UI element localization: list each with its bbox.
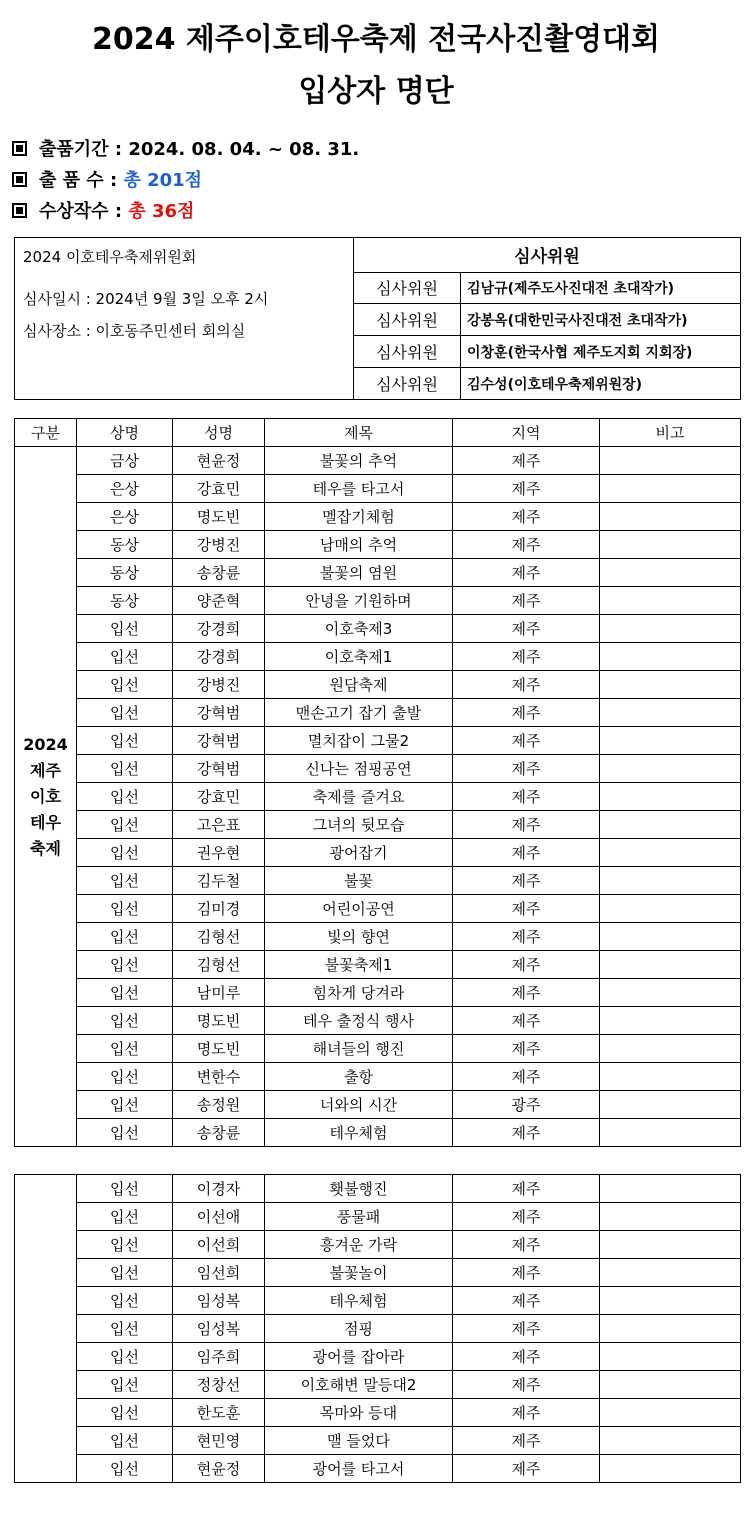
work-title-cell: 안녕을 기원하며 — [265, 587, 453, 615]
square-bullet-icon — [12, 141, 27, 156]
winner-name-cell: 강혁범 — [173, 727, 265, 755]
table-row — [15, 1287, 741, 1315]
work-title-cell: 원담축제 — [265, 671, 453, 699]
note-cell — [600, 1007, 741, 1035]
table-row — [15, 1259, 741, 1287]
work-title-cell: 목마와 등대 — [265, 1399, 453, 1427]
award-cell: 입선 — [77, 1035, 173, 1063]
category-cell — [15, 1175, 77, 1483]
note-cell — [600, 839, 741, 867]
region-cell: 제주 — [453, 559, 600, 587]
judge-role: 심사위원 — [354, 304, 461, 336]
award-cell: 동상 — [77, 531, 173, 559]
work-title-cell: 횃불행진 — [265, 1175, 453, 1203]
note-cell — [600, 1119, 741, 1147]
table-row — [15, 643, 741, 671]
note-cell — [600, 1203, 741, 1231]
table-row — [15, 783, 741, 811]
winner-name-cell: 한도훈 — [173, 1399, 265, 1427]
region-cell: 제주 — [453, 1315, 600, 1343]
award-cell: 입선 — [77, 1007, 173, 1035]
work-title-cell: 신나는 점핑공연 — [265, 755, 453, 783]
winner-name-cell: 김미경 — [173, 895, 265, 923]
table-row — [15, 1399, 741, 1427]
work-title-cell: 불꽃 — [265, 867, 453, 895]
winner-name-cell: 송창륜 — [173, 1119, 265, 1147]
award-cell: 입선 — [77, 1315, 173, 1343]
work-title-cell: 광어를 잡아라 — [265, 1343, 453, 1371]
note-cell — [600, 1287, 741, 1315]
work-title-cell: 해녀들의 행진 — [265, 1035, 453, 1063]
work-title-cell: 불꽃축제1 — [265, 951, 453, 979]
judge-role: 심사위원 — [354, 336, 461, 368]
table-row — [15, 1007, 741, 1035]
award-cell: 입선 — [77, 923, 173, 951]
table-row — [15, 895, 741, 923]
note-cell — [600, 1259, 741, 1287]
region-cell: 제주 — [453, 1399, 600, 1427]
region-cell: 제주 — [453, 699, 600, 727]
work-title-cell: 불꽃의 염원 — [265, 559, 453, 587]
note-cell — [600, 979, 741, 1007]
region-cell: 제주 — [453, 979, 600, 1007]
note-cell — [600, 923, 741, 951]
category-line: 제주 — [30, 760, 61, 780]
award-cell: 입선 — [77, 811, 173, 839]
table-row — [15, 699, 741, 727]
period-value: 2024. 08. 04. ~ 08. 31. — [128, 139, 360, 160]
table-row — [15, 727, 741, 755]
note-cell — [600, 1427, 741, 1455]
award-cell: 은상 — [77, 475, 173, 503]
work-title-cell: 점핑 — [265, 1315, 453, 1343]
info-awards — [12, 201, 194, 223]
region-cell: 제주 — [453, 923, 600, 951]
award-cell: 입선 — [77, 1399, 173, 1427]
winner-name-cell: 강경희 — [173, 643, 265, 671]
winner-name-cell: 강병진 — [173, 671, 265, 699]
table-row — [15, 559, 741, 587]
award-cell: 입선 — [77, 755, 173, 783]
category-line: 이호 — [30, 786, 61, 806]
work-title-cell: 흥겨운 가락 — [265, 1231, 453, 1259]
table-row — [15, 1203, 741, 1231]
winner-name-cell: 명도빈 — [173, 503, 265, 531]
header-title: 제목 — [265, 419, 453, 447]
region-cell: 제주 — [453, 1427, 600, 1455]
award-cell: 금상 — [77, 447, 173, 475]
award-cell: 입선 — [77, 1343, 173, 1371]
winner-name-cell: 명도빈 — [173, 1007, 265, 1035]
award-cell: 입선 — [77, 1091, 173, 1119]
table-row — [15, 447, 741, 475]
note-cell — [600, 1455, 741, 1483]
note-cell — [600, 727, 741, 755]
winner-name-cell: 김형선 — [173, 951, 265, 979]
award-cell: 입선 — [77, 1259, 173, 1287]
note-cell — [600, 1343, 741, 1371]
table-row — [15, 867, 741, 895]
region-cell: 제주 — [453, 503, 600, 531]
region-cell: 제주 — [453, 1203, 600, 1231]
winner-name-cell: 이선희 — [173, 1231, 265, 1259]
work-title-cell: 테우 출정식 행사 — [265, 1007, 453, 1035]
region-cell: 제주 — [453, 811, 600, 839]
header-name: 성명 — [173, 419, 265, 447]
awards-table — [14, 418, 741, 1147]
winner-name-cell: 현윤정 — [173, 1455, 265, 1483]
award-cell: 입선 — [77, 867, 173, 895]
category-line: 테우 — [30, 812, 61, 832]
region-cell: 제주 — [453, 1287, 600, 1315]
table-row — [15, 531, 741, 559]
work-title-cell: 남매의 추억 — [265, 531, 453, 559]
judge-name: 김남규(제주도사진대전 초대작가) — [461, 272, 741, 304]
header-note: 비고 — [600, 419, 741, 447]
region-cell: 제주 — [453, 475, 600, 503]
region-cell: 제주 — [453, 867, 600, 895]
award-cell: 동상 — [77, 587, 173, 615]
award-cell: 입선 — [77, 1175, 173, 1203]
table-row — [15, 923, 741, 951]
work-title-cell: 멜잡기체험 — [265, 503, 453, 531]
winner-name-cell: 명도빈 — [173, 1035, 265, 1063]
winner-name-cell: 강효민 — [173, 475, 265, 503]
work-title-cell: 광어잡기 — [265, 839, 453, 867]
note-cell — [600, 615, 741, 643]
square-bullet-icon — [12, 172, 27, 187]
table-row — [15, 475, 741, 503]
awards-table-continued — [14, 1174, 741, 1483]
table-row — [15, 1063, 741, 1091]
region-cell: 제주 — [453, 643, 600, 671]
note-cell — [600, 1175, 741, 1203]
region-cell: 제주 — [453, 587, 600, 615]
document-subtitle: 입상자 명단 — [298, 74, 454, 109]
period-label: 출품기간 : — [39, 139, 123, 160]
table-row — [15, 1371, 741, 1399]
table-row — [15, 1455, 741, 1483]
work-title-cell: 맬 들었다 — [265, 1427, 453, 1455]
note-cell — [600, 503, 741, 531]
award-cell: 입선 — [77, 727, 173, 755]
region-cell: 제주 — [453, 783, 600, 811]
winner-name-cell: 강병진 — [173, 531, 265, 559]
work-title-cell: 이호축제3 — [265, 615, 453, 643]
winner-name-cell: 강효민 — [173, 783, 265, 811]
winner-name-cell: 이선애 — [173, 1203, 265, 1231]
note-cell — [600, 951, 741, 979]
note-cell — [600, 475, 741, 503]
document-title: 2024 제주이호테우축제 전국사진촬영대회 — [91, 22, 661, 57]
table-row — [15, 1427, 741, 1455]
award-cell: 입선 — [77, 1231, 173, 1259]
category-cell — [15, 447, 77, 1147]
work-title-cell: 이호축제1 — [265, 643, 453, 671]
work-title-cell: 맨손고기 잡기 출발 — [265, 699, 453, 727]
entries-label: 출 품 수 : — [39, 170, 118, 191]
square-bullet-icon — [12, 203, 27, 218]
region-cell: 제주 — [453, 531, 600, 559]
note-cell — [600, 1371, 741, 1399]
table-row — [15, 1343, 741, 1371]
note-cell — [600, 531, 741, 559]
table-row — [15, 503, 741, 531]
note-cell — [600, 1231, 741, 1259]
committee-info — [15, 238, 354, 400]
award-cell: 입선 — [77, 895, 173, 923]
judge-role: 심사위원 — [354, 368, 461, 400]
region-cell: 제주 — [453, 895, 600, 923]
note-cell — [600, 559, 741, 587]
judging-place: 심사장소 : 이호동주민센터 회의실 — [23, 322, 246, 340]
note-cell — [600, 895, 741, 923]
award-cell: 입선 — [77, 615, 173, 643]
judges-header: 심사위원 — [354, 238, 741, 273]
work-title-cell: 힘차게 당겨라 — [265, 979, 453, 1007]
table-row — [15, 839, 741, 867]
region-cell: 제주 — [453, 447, 600, 475]
note-cell — [600, 699, 741, 727]
region-cell: 제주 — [453, 1063, 600, 1091]
region-cell: 제주 — [453, 1259, 600, 1287]
awards-label: 수상작수 : — [39, 201, 123, 222]
region-cell: 제주 — [453, 1455, 600, 1483]
region-cell: 제주 — [453, 1035, 600, 1063]
winner-name-cell: 임선희 — [173, 1259, 265, 1287]
region-cell: 제주 — [453, 615, 600, 643]
note-cell — [600, 1399, 741, 1427]
winner-name-cell: 현윤정 — [173, 447, 265, 475]
table-row — [15, 1119, 741, 1147]
winner-name-cell: 김두철 — [173, 867, 265, 895]
award-cell: 입선 — [77, 1063, 173, 1091]
award-cell: 입선 — [77, 1455, 173, 1483]
category-line: 2024 — [23, 734, 68, 754]
jury-table — [14, 237, 741, 400]
note-cell — [600, 1091, 741, 1119]
work-title-cell: 풍물패 — [265, 1203, 453, 1231]
table-row — [15, 1315, 741, 1343]
award-cell: 입선 — [77, 699, 173, 727]
region-cell: 제주 — [453, 1343, 600, 1371]
header-award: 상명 — [77, 419, 173, 447]
table-row — [15, 615, 741, 643]
header-region: 지역 — [453, 419, 600, 447]
note-cell — [600, 671, 741, 699]
entries-value: 총 201점 — [123, 170, 203, 191]
winner-name-cell: 권우현 — [173, 839, 265, 867]
winner-name-cell: 강혁범 — [173, 699, 265, 727]
work-title-cell: 너와의 시간 — [265, 1091, 453, 1119]
award-cell: 입선 — [77, 671, 173, 699]
table-row — [15, 1231, 741, 1259]
table-row — [15, 671, 741, 699]
table-row — [15, 1175, 741, 1203]
note-cell — [600, 587, 741, 615]
winner-name-cell: 이경자 — [173, 1175, 265, 1203]
award-cell: 입선 — [77, 1119, 173, 1147]
award-cell: 입선 — [77, 979, 173, 1007]
note-cell — [600, 447, 741, 475]
award-cell: 입선 — [77, 1371, 173, 1399]
winner-name-cell: 강혁범 — [173, 755, 265, 783]
region-cell: 제주 — [453, 755, 600, 783]
award-cell: 입선 — [77, 1287, 173, 1315]
work-title-cell: 어린이공연 — [265, 895, 453, 923]
work-title-cell: 테우를 타고서 — [265, 475, 453, 503]
winner-name-cell: 남미루 — [173, 979, 265, 1007]
award-cell: 동상 — [77, 559, 173, 587]
region-cell: 제주 — [453, 951, 600, 979]
note-cell — [600, 755, 741, 783]
award-cell: 입선 — [77, 1203, 173, 1231]
work-title-cell: 출항 — [265, 1063, 453, 1091]
winner-name-cell: 강경희 — [173, 615, 265, 643]
region-cell: 제주 — [453, 839, 600, 867]
work-title-cell: 빛의 향연 — [265, 923, 453, 951]
work-title-cell: 테우체험 — [265, 1287, 453, 1315]
winner-name-cell: 임성복 — [173, 1315, 265, 1343]
award-cell: 입선 — [77, 643, 173, 671]
note-cell — [600, 1063, 741, 1091]
winner-name-cell: 변한수 — [173, 1063, 265, 1091]
note-cell — [600, 867, 741, 895]
judge-role: 심사위원 — [354, 272, 461, 304]
region-cell: 제주 — [453, 1371, 600, 1399]
award-cell: 입선 — [77, 1427, 173, 1455]
table-row — [15, 587, 741, 615]
award-cell: 입선 — [77, 951, 173, 979]
work-title-cell: 광어를 타고서 — [265, 1455, 453, 1483]
category-line: 축제 — [30, 838, 61, 858]
info-period — [12, 139, 359, 161]
table-row — [15, 979, 741, 1007]
winner-name-cell: 현민영 — [173, 1427, 265, 1455]
info-entries — [12, 170, 202, 192]
awards-value: 총 36점 — [128, 201, 195, 222]
table-row — [15, 951, 741, 979]
work-title-cell: 그녀의 뒷모습 — [265, 811, 453, 839]
region-cell: 제주 — [453, 1231, 600, 1259]
region-cell: 제주 — [453, 1175, 600, 1203]
winner-name-cell: 송정원 — [173, 1091, 265, 1119]
winner-name-cell: 송창륜 — [173, 559, 265, 587]
winner-name-cell: 김형선 — [173, 923, 265, 951]
note-cell — [600, 643, 741, 671]
region-cell: 제주 — [453, 1007, 600, 1035]
region-cell: 제주 — [453, 727, 600, 755]
award-cell: 입선 — [77, 783, 173, 811]
judge-name: 이창훈(한국사협 제주도지회 지회장) — [461, 336, 741, 368]
header-category: 구분 — [15, 419, 77, 447]
work-title-cell: 축제를 즐겨요 — [265, 783, 453, 811]
judge-name: 강봉옥(대한민국사진대전 초대작가) — [461, 304, 741, 336]
judge-name: 김수성(이호테우축제위원장) — [461, 368, 741, 400]
award-cell: 입선 — [77, 839, 173, 867]
note-cell — [600, 783, 741, 811]
table-row — [15, 1035, 741, 1063]
note-cell — [600, 811, 741, 839]
award-cell: 은상 — [77, 503, 173, 531]
table-row — [15, 755, 741, 783]
work-title-cell: 테우체험 — [265, 1119, 453, 1147]
work-title-cell: 이호해변 말등대2 — [265, 1371, 453, 1399]
work-title-cell: 멸치잡이 그물2 — [265, 727, 453, 755]
winner-name-cell: 임주희 — [173, 1343, 265, 1371]
region-cell: 제주 — [453, 1119, 600, 1147]
note-cell — [600, 1315, 741, 1343]
winner-name-cell: 양준혁 — [173, 587, 265, 615]
winner-name-cell: 임성복 — [173, 1287, 265, 1315]
note-cell — [600, 1035, 741, 1063]
work-title-cell: 불꽃의 추억 — [265, 447, 453, 475]
region-cell: 광주 — [453, 1091, 600, 1119]
winner-name-cell: 고은표 — [173, 811, 265, 839]
committee-org: 2024 이호테우축제위원회 — [23, 248, 197, 266]
winner-name-cell: 정창선 — [173, 1371, 265, 1399]
table-row — [15, 811, 741, 839]
region-cell: 제주 — [453, 671, 600, 699]
judging-date: 심사일시 : 2024년 9월 3일 오후 2시 — [23, 290, 269, 308]
table-row — [15, 1091, 741, 1119]
work-title-cell: 불꽃놀이 — [265, 1259, 453, 1287]
